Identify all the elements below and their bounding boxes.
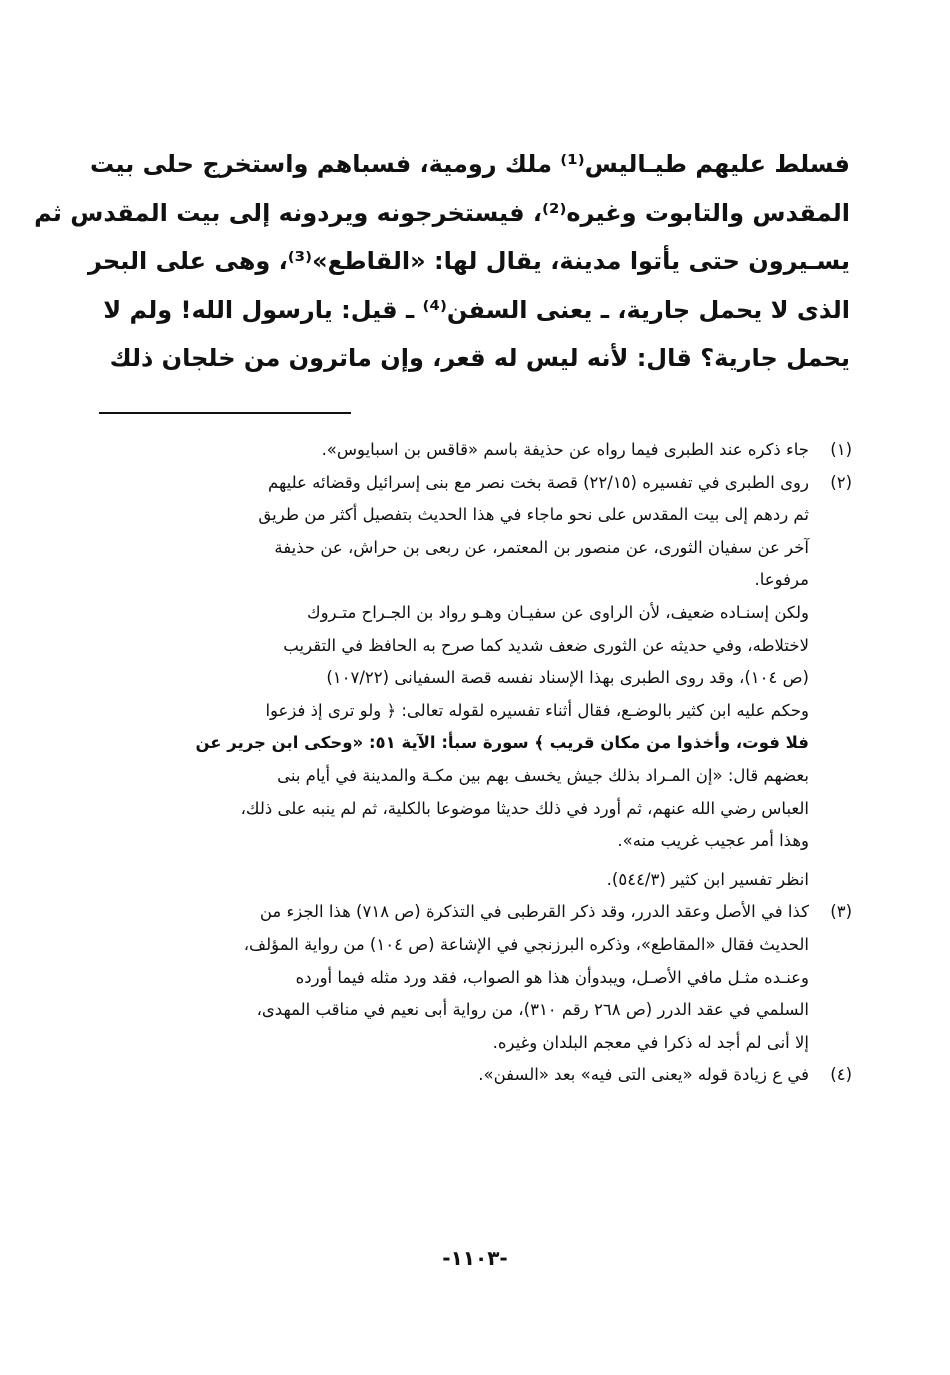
footnote-line: روى الطبرى في تفسيره (٢٢/١٥) قصة بخت نصر مع بنى إسرائيل وقضائه عليهم [268,472,809,492]
footnote-reference: انظر تفسير ابن كثير (٥٤٤/٣). [606,869,809,889]
main-text-line: يحمل جارية؟ قال: لأنه ليس له قعر، وإن ماترون من خلجان ذلك [109,344,850,372]
main-text-block [34,140,850,383]
footnote-line: في ع زيادة قوله «يعنى التى فيه» بعد «السفن». [478,1065,809,1085]
footnote-line: آخر عن سفيان الثورى، عن منصور بن المعتمر، عن ربعى بن حراش، عن حذيفة [274,537,809,557]
footnote-3 [92,896,852,1059]
footnote-line: إلا أنى لم أجد له ذكرا في معجم البلدان وغيره. [492,1032,809,1052]
footnote-line: بعضهم قال: «إن المـراد بذلك جيش يخسف بهم بين مكـة والمدينة في أيام بنى [277,765,809,785]
footnote-1 [92,434,852,467]
footnote-line: وهذا أمر عجيب غريب منه». [617,831,809,851]
footnote-line: مرفوعا. [754,570,809,590]
main-text-line: فسلط عليهم طيـاليس⁽¹⁾ ملك رومية، فسباهم واستخرج حلى بيت [90,150,850,178]
footnote-4 [92,1059,852,1092]
page-number: -١١٠٣- [442,1246,508,1270]
footnote-line: جاء ذكره عند الطبرى فيما رواه عن حذيفة باسم «قاقس بن اسبايوس». [321,440,809,459]
footnote-line: لاختلاطه، وفي حديثه عن الثورى ضعف شديد كما صرح به الحافظ في التقريب [283,635,809,655]
footnote-line: كذا في الأصل وعقد الدرر، وقد ذكر القرطبى في التذكرة (ص ٧١٨) هذا الجزء من [259,902,809,922]
footnote-divider [99,412,351,414]
footnote-number: (٣) [830,902,852,922]
footnote-paragraph [92,597,809,858]
footnote-number: (١) [830,440,852,459]
footnote-number: (٤) [830,1065,852,1085]
footnote-line: وعنـده مثـل مافي الأصـل، ويبدوأن هذا هو الصواب، فقد ورد مثله فيما أورده [295,967,809,987]
footnote-line: وحكم عليه ابن كثير بالوضـع، فقال أثناء تفسيره لقوله تعالى: ﴿ ولو ترى إذ فزعوا [265,700,809,720]
footnote-2 [92,467,852,897]
footnote-line: ولكن إسنـاده ضعيف، لأن الراوى عن سفيـان وهـو رواد بن الجـراح متـروك [306,602,809,622]
footnote-line: ثم ردهم إلى بيت المقدس على نحو ماجاء في هذا الحديث بتفصيل أكثر من طريق [258,505,809,525]
footnote-line: (ص ١٠٤)، وقد روى الطبرى بهذا الإسناد نفسه قصة السفيانى (١٠٧/٢٢) [326,668,809,688]
footnote-line: العباس رضي الله عنهم، ثم أورد في ذلك حديثا موضوعا بالكلية، ثم لم ينبه على ذلك، [240,798,809,818]
footnote-number: (٢) [830,472,852,492]
footnotes-section [92,434,852,1092]
main-text-line: المقدس والتابوت وغيره⁽²⁾، فيستخرجونه ويردونه إلى بيت المقدس ثم [34,198,850,227]
footnote-line: الحديث فقال «المقاطع»، وذكره البرزنجي في الإشاعة (ص ١٠٤) من رواية المؤلف، [243,934,809,954]
main-text-line: يسـيرون حتى يأتوا مدينة، يقال لها: «القاطع»⁽³⁾، وهى على البحر [87,247,850,275]
main-text-line: الذى لا يحمل جارية، ـ يعنى السفن⁽⁴⁾ ـ قيل: يارسول الله! ولم لا [103,295,850,324]
footnote-line: فلا فوت، وأخذوا من مكان قريب ﴾ سورة سبأ: الآية ٥١: «وحكى ابن جرير عن [195,733,809,753]
footnote-line: السلمي في عقد الدرر (ص ٢٦٨ رقم ٣١٠)، من رواية أبى نعيم في مناقب المهدى، [256,1000,809,1020]
